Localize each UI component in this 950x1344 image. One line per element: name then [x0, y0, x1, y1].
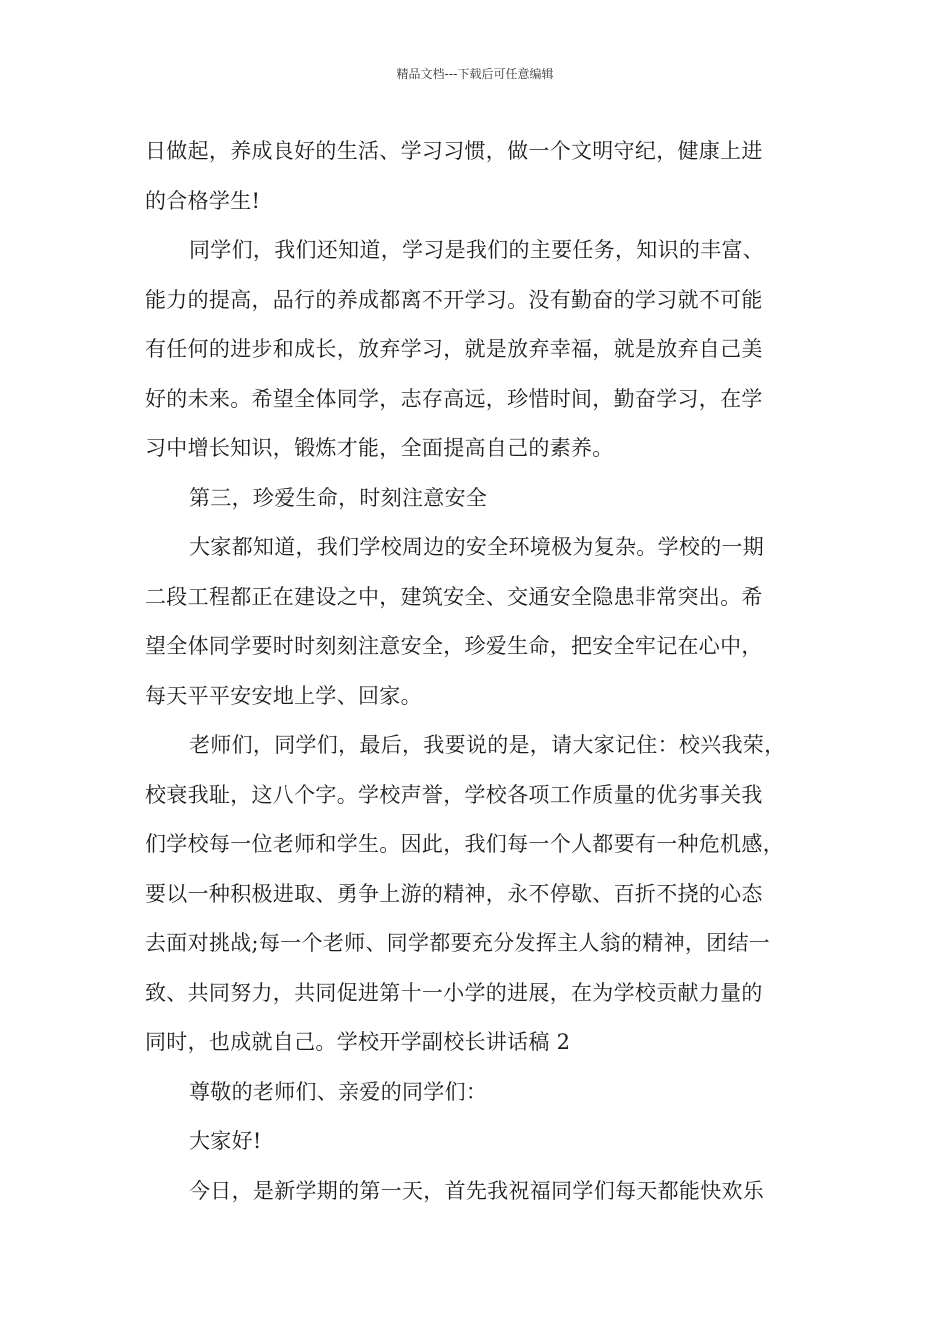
salutation-line: 尊敬的老师们、亲爱的同学们：	[189, 1079, 488, 1104]
text-line: 好的未来。希望全体同学，志存高远，珍惜时间，勤奋学习，在学	[145, 386, 763, 411]
section-heading: 第三，珍爱生命，时刻注意安全	[189, 485, 488, 510]
text-line: 的合格学生!	[145, 188, 261, 213]
text-line: 能力的提高，品行的养成都离不开学习。没有勤奋的学习就不可能	[145, 287, 763, 312]
text-line: 同时，也成就自己。学校开学副校长讲话稿 2	[145, 1030, 571, 1054]
text-line: 要以一种积极进取、勇争上游的精神，永不停歇、百折不挠的心态	[145, 881, 763, 906]
text-line: 致、共同努力，共同促进第十一小学的进展，在为学校贡献力量的	[145, 980, 763, 1005]
text-line: 们学校每一位老师和学生。因此，我们每一个人都要有一种危机感，	[145, 832, 784, 856]
text-line: 习中增长知识，锻炼才能，全面提高自己的素养。	[145, 436, 614, 460]
text-line: 大家都知道，我们学校周边的安全环境极为复杂。学校的一期	[189, 535, 765, 559]
text-line: 二段工程都正在建设之中，建筑安全、交通安全隐患非常突出。希	[145, 584, 763, 609]
greeting-line: 大家好!	[189, 1129, 262, 1153]
text-line: 今日，是新学期的第一天，首先我祝福同学们每天都能快欢乐	[189, 1178, 765, 1203]
text-line: 每天平平安安地上学、回家。	[145, 683, 422, 708]
page-header: 精品文档---下载后可任意编辑	[396, 67, 554, 81]
text-line: 老师们，同学们，最后，我要说的是，请大家记住：校兴我荣，	[189, 733, 786, 757]
document-body	[145, 127, 825, 1216]
text-line: 日做起，养成良好的生活、学习习惯，做一个文明守纪，健康上进	[145, 139, 763, 163]
text-line: 同学们，我们还知道，学习是我们的主要任务，知识的丰富、	[189, 238, 765, 262]
text-line: 校衰我耻，这八个字。学校声誉，学校各项工作质量的优劣事关我	[145, 782, 763, 807]
text-line: 有任何的进步和成长，放弃学习，就是放弃幸福，就是放弃自己美	[145, 337, 763, 361]
text-line: 望全体同学要时时刻刻注意安全，珍爱生命，把安全牢记在心中，	[145, 634, 763, 658]
text-line: 去面对挑战;每一个老师、同学都要充分发挥主人翁的精神，团结一	[145, 931, 771, 955]
